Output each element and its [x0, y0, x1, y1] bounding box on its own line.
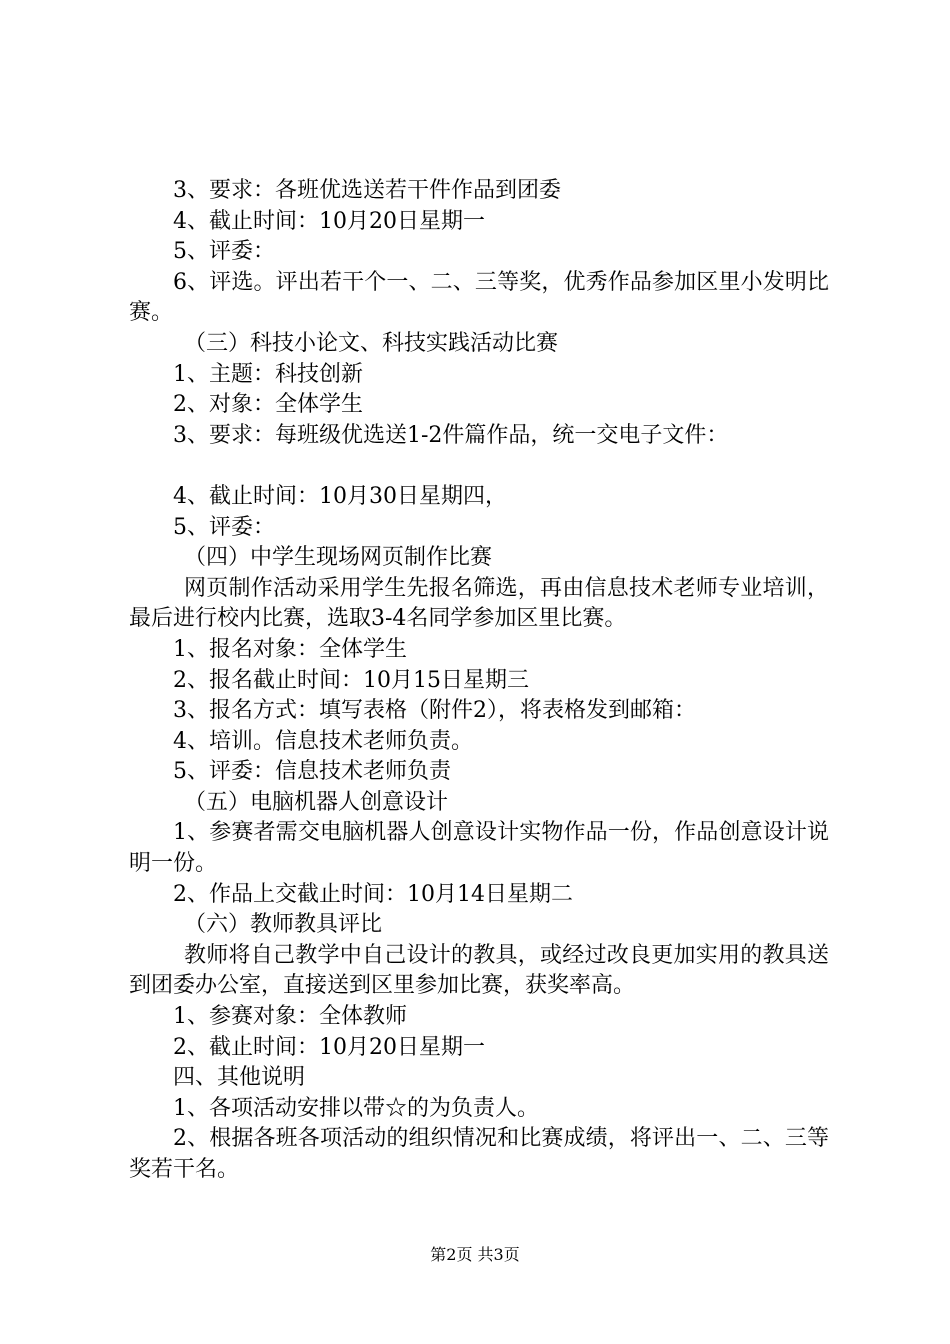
paragraph-28: 2、根据各班各项活动的组织情况和比赛成绩，将评出一、二、三等奖若干名。: [129, 1126, 829, 1182]
paragraph-6: 1、主题：科技创新: [173, 361, 363, 387]
blank-line: [129, 451, 829, 482]
paragraph-25: 2、截止时间：10月20日星期一: [173, 1034, 485, 1060]
paragraph-21: 2、作品上交截止时间：10月14日星期二: [173, 881, 573, 907]
paragraph-20: 1、参赛者需交电脑机器人创意设计实物作品一份，作品创意设计说明一份。: [129, 820, 829, 877]
paragraph-24: 1、参赛对象：全体教师: [173, 1004, 407, 1030]
section-heading-3: （三）科技小论文、科技实践活动比赛: [184, 330, 559, 356]
paragraph-11: 5、评委：: [173, 514, 275, 540]
paragraph-14: 1、报名对象：全体学生: [173, 636, 407, 662]
paragraph-18: 5、评委：信息技术老师负责: [173, 759, 451, 785]
section-heading-6: （六）教师教具评比: [184, 912, 383, 938]
document-body: [129, 176, 829, 1186]
paragraph-7: 2、对象：全体学生: [173, 392, 363, 418]
paragraph-16: 3、报名方式：填写表格（附件2），将表格发到邮箱：: [173, 698, 696, 724]
paragraph-8: 3、要求：每班级优选送1-2件篇作品，统一交电子文件：: [173, 422, 729, 448]
section-heading-5: （五）电脑机器人创意设计: [184, 789, 449, 815]
paragraph-27: 1、各项活动安排以带☆的为负责人。: [173, 1095, 539, 1121]
section-heading-other: 四、其他说明: [173, 1065, 306, 1091]
section-heading-4: （四）中学生现场网页制作比赛: [184, 545, 493, 571]
paragraph-1: 3、要求：各班优选送若干件作品到团委: [173, 178, 561, 203]
paragraph-3: 5、评委：: [173, 239, 275, 265]
paragraph-15: 2、报名截止时间：10月15日星期三: [173, 667, 529, 693]
paragraph-4: 6、评选。评出若干个一、二、三等奖，优秀作品参加区里小发明比赛。: [129, 269, 829, 326]
paragraph-13: 网页制作活动采用学生先报名筛选，再由信息技术老师专业培训，最后进行校内比赛，选取3-4名同学参加区里比赛。: [129, 575, 829, 632]
paragraph-17: 4、培训。信息技术老师负责。: [173, 728, 473, 754]
paragraph-2: 4、截止时间：10月20日星期一: [173, 208, 485, 234]
paragraph-10: 4、截止时间：10月30日星期四，: [173, 483, 507, 509]
page-footer: 第2页 共3页: [430, 1245, 520, 1264]
paragraph-23: 教师将自己教学中自己设计的教具，或经过改良更加实用的教具送到团委办公室，直接送到区里参加比赛，获奖率高。: [129, 942, 829, 999]
